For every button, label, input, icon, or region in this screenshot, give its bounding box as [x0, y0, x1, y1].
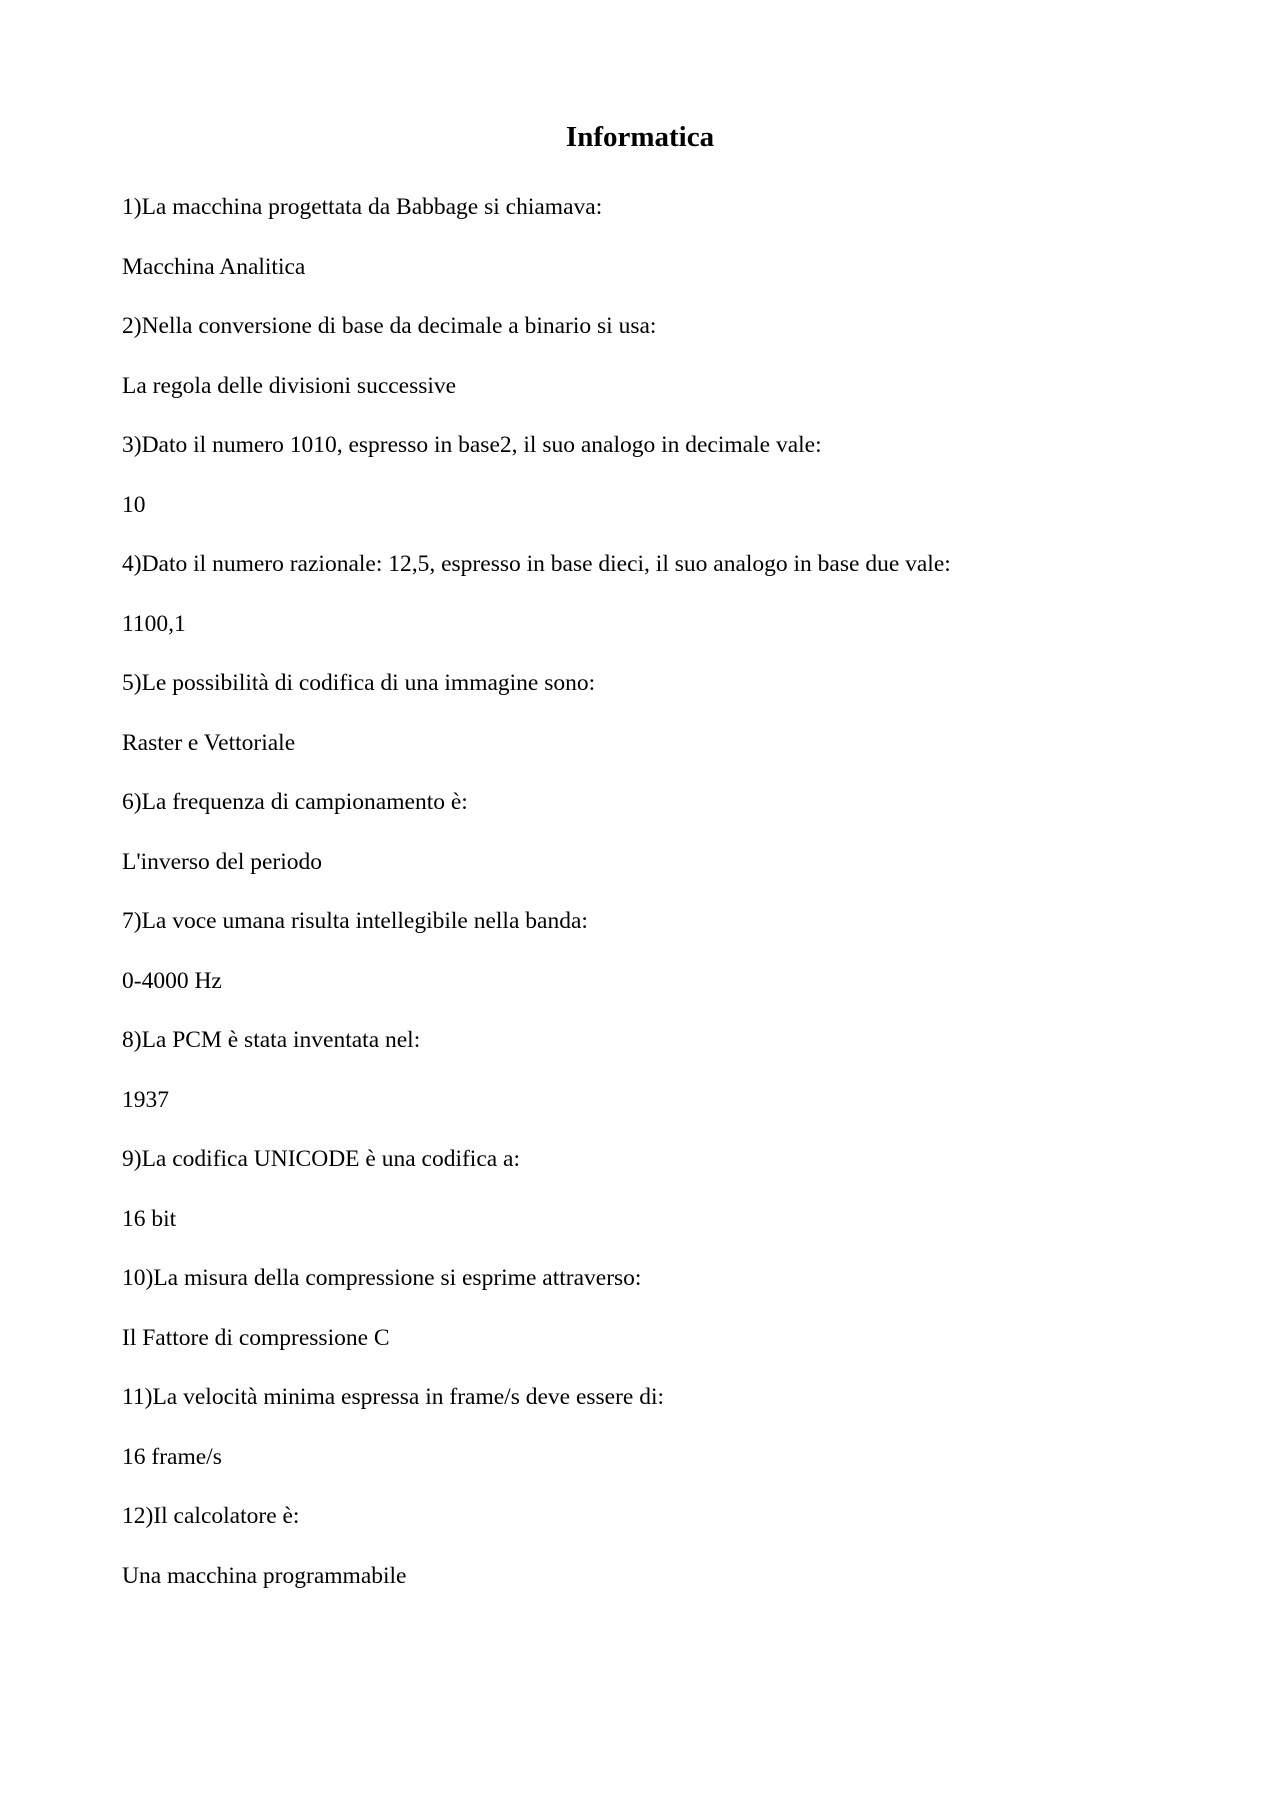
question-1: 1)La macchina progettata da Babbage si chiamava: — [122, 194, 603, 220]
document-title: Informatica — [565, 121, 715, 153]
question-11: 11)La velocità minima espressa in frame/s deve essere di: — [122, 1384, 665, 1410]
question-3: 3)Dato il numero 1010, espresso in base2, il suo analogo in decimale vale: — [122, 432, 822, 458]
answer-4: 1100,1 — [122, 610, 186, 637]
question-8: 8)La PCM è stata inventata nel: — [122, 1027, 421, 1053]
question-2: 2)Nella conversione di base da decimale a binario si usa: — [122, 313, 657, 339]
answer-7: 0-4000 Hz — [122, 967, 222, 994]
answer-5: Raster e Vettoriale — [122, 729, 296, 756]
question-4: 4)Dato il numero razionale: 12,5, espresso in base dieci, il suo analogo in base due vale: — [122, 551, 951, 577]
answer-6: L'inverso del periodo — [122, 848, 323, 875]
answer-3: 10 — [122, 491, 146, 518]
answer-2: La regola delle divisioni successive — [122, 372, 457, 399]
question-answer-list — [122, 190, 1172, 1618]
answer-9: 16 bit — [122, 1205, 177, 1232]
question-12: 12)Il calcolatore è: — [122, 1503, 300, 1529]
answer-8: 1937 — [122, 1086, 169, 1113]
question-5: 5)Le possibilità di codifica di una immagine sono: — [122, 670, 596, 696]
question-10: 10)La misura della compressione si esprime attraverso: — [122, 1265, 642, 1291]
question-7: 7)La voce umana risulta intellegibile nella banda: — [122, 908, 588, 934]
answer-12: Una macchina programmabile — [122, 1562, 407, 1589]
answer-10: Il Fattore di compressione C — [122, 1324, 390, 1351]
question-6: 6)La frequenza di campionamento è: — [122, 789, 468, 815]
question-9: 9)La codifica UNICODE è una codifica a: — [122, 1146, 521, 1172]
answer-11: 16 frame/s — [122, 1443, 222, 1470]
answer-1: Macchina Analitica — [122, 253, 306, 280]
